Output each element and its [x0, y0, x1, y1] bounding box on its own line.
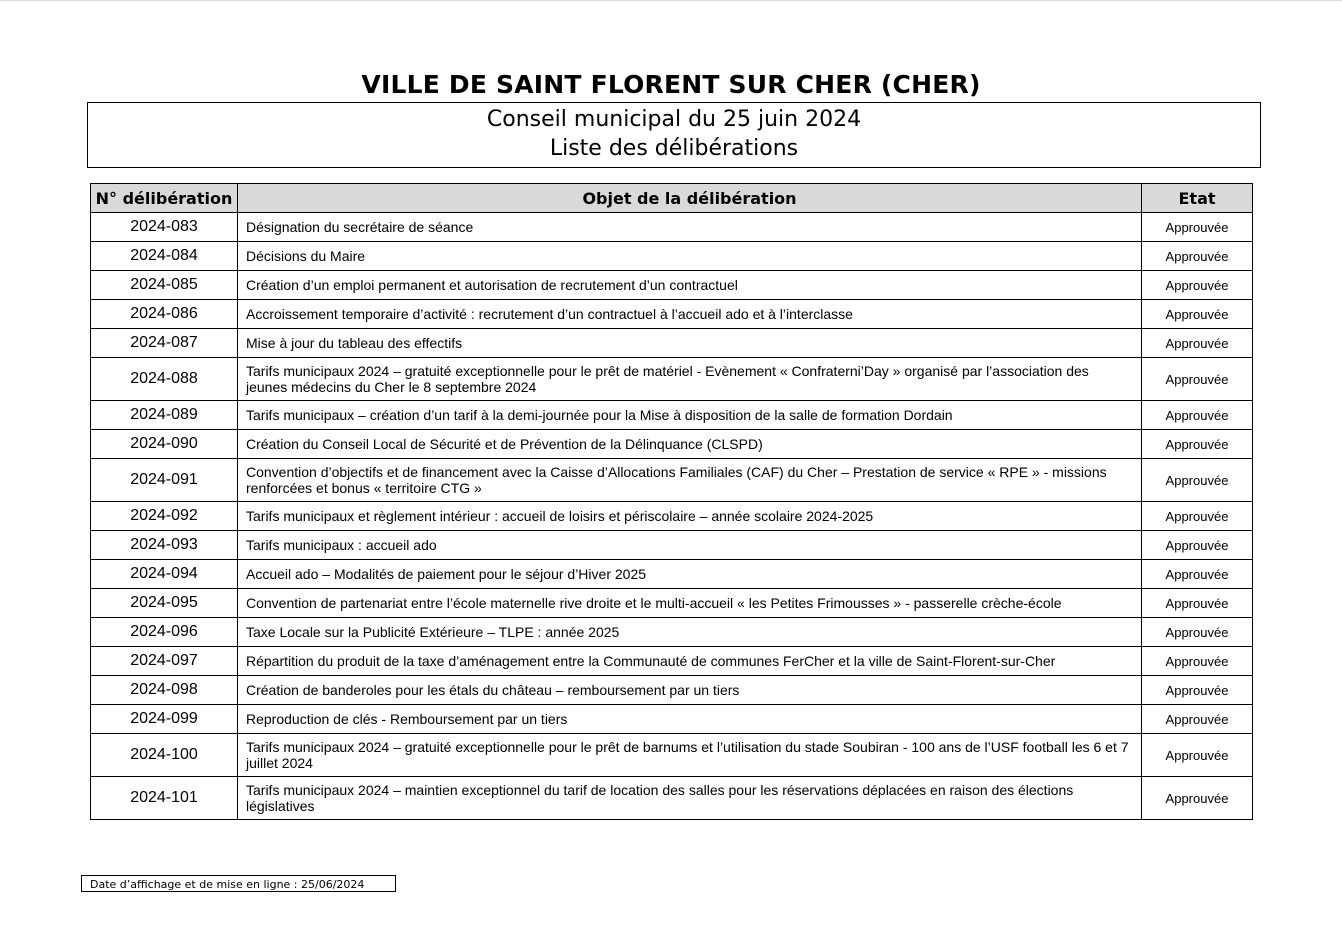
- deliberation-status: Approuvée: [1142, 777, 1253, 820]
- council-date: Conseil municipal du 25 juin 2024: [486, 107, 862, 132]
- deliberation-object: Convention d’objectifs et de financement avec la Caisse d’Allocations Familiales (CAF) du Cher – Prestation de service « RPE » - missions renforcées et bonus « territoire CTG »: [238, 459, 1142, 502]
- table-row: [91, 459, 1253, 502]
- deliberation-status: Approuvée: [1142, 589, 1253, 618]
- deliberation-number: 2024-101: [91, 777, 238, 820]
- table-row: [91, 777, 1253, 820]
- table-row: [91, 401, 1253, 430]
- deliberation-object: Répartition du produit de la taxe d’aménagement entre la Communauté de communes FerCher et la ville de Saint-Florent-sur-Cher: [238, 647, 1142, 676]
- deliberation-number: 2024-084: [91, 242, 238, 271]
- list-heading: Liste des délibérations: [549, 136, 799, 161]
- page-title: VILLE DE SAINT FLORENT SUR CHER (CHER): [361, 70, 981, 99]
- deliberation-object: Reproduction de clés - Remboursement par un tiers: [238, 705, 1142, 734]
- publication-date-box: Date d’affichage et de mise en ligne : 25/06/2024: [81, 875, 396, 892]
- deliberation-object: Création du Conseil Local de Sécurité et de Prévention de la Délinquance (CLSPD): [238, 430, 1142, 459]
- deliberation-status: Approuvée: [1142, 300, 1253, 329]
- table-row: [91, 213, 1253, 242]
- deliberation-number: 2024-091: [91, 459, 238, 502]
- deliberation-number: 2024-090: [91, 430, 238, 459]
- table-row: [91, 734, 1253, 777]
- deliberation-number: 2024-094: [91, 560, 238, 589]
- deliberation-object: Convention de partenariat entre l’école maternelle rive droite et le multi-accueil « les Petites Frimousses » - passerelle crèche-école: [238, 589, 1142, 618]
- deliberation-status: Approuvée: [1142, 459, 1253, 502]
- deliberation-status: Approuvée: [1142, 358, 1253, 401]
- deliberation-object: Accueil ado – Modalités de paiement pour le séjour d’Hiver 2025: [238, 560, 1142, 589]
- page-top-border: [0, 0, 1342, 1]
- table-row: [91, 300, 1253, 329]
- deliberation-object: Création de banderoles pour les étals du château – remboursement par un tiers: [238, 676, 1142, 705]
- table-row: [91, 676, 1253, 705]
- table-row: [91, 329, 1253, 358]
- deliberation-number: 2024-093: [91, 531, 238, 560]
- deliberation-status: Approuvée: [1142, 705, 1253, 734]
- deliberation-object: Mise à jour du tableau des effectifs: [238, 329, 1142, 358]
- deliberation-number: 2024-083: [91, 213, 238, 242]
- table-row: [91, 358, 1253, 401]
- deliberation-object: Décisions du Maire: [238, 242, 1142, 271]
- deliberation-number: 2024-098: [91, 676, 238, 705]
- table-row: [91, 242, 1253, 271]
- table-row: [91, 560, 1253, 589]
- deliberation-object: Désignation du secrétaire de séance: [238, 213, 1142, 242]
- deliberation-number: 2024-095: [91, 589, 238, 618]
- deliberation-number: 2024-100: [91, 734, 238, 777]
- deliberation-number: 2024-092: [91, 502, 238, 531]
- table-row: [91, 271, 1253, 300]
- table-row: [91, 618, 1253, 647]
- deliberation-object: Tarifs municipaux : accueil ado: [238, 531, 1142, 560]
- deliberation-status: Approuvée: [1142, 329, 1253, 358]
- deliberation-status: Approuvée: [1142, 618, 1253, 647]
- deliberation-number: 2024-096: [91, 618, 238, 647]
- table-row: [91, 531, 1253, 560]
- deliberation-status: Approuvée: [1142, 676, 1253, 705]
- deliberation-number: 2024-099: [91, 705, 238, 734]
- table-row: [91, 430, 1253, 459]
- deliberation-status: Approuvée: [1142, 647, 1253, 676]
- deliberation-status: Approuvée: [1142, 734, 1253, 777]
- deliberation-object: Tarifs municipaux 2024 – maintien exceptionnel du tarif de location des salles pour les réservations déplacées en raison des élections législatives: [238, 777, 1142, 820]
- table-row: [91, 647, 1253, 676]
- table-row: [91, 589, 1253, 618]
- deliberation-status: Approuvée: [1142, 213, 1253, 242]
- deliberation-object: Accroissement temporaire d’activité : recrutement d’un contractuel à l’accueil ado et à l’interclasse: [238, 300, 1142, 329]
- column-header-number: N° délibération: [91, 184, 238, 213]
- deliberation-number: 2024-087: [91, 329, 238, 358]
- subtitle-box: [87, 102, 1261, 168]
- column-header-status: Etat: [1142, 184, 1253, 213]
- table-header-row: [91, 184, 1253, 213]
- deliberation-object: Taxe Locale sur la Publicité Extérieure – TLPE : année 2025: [238, 618, 1142, 647]
- deliberation-status: Approuvée: [1142, 401, 1253, 430]
- deliberation-number: 2024-086: [91, 300, 238, 329]
- deliberation-status: Approuvée: [1142, 531, 1253, 560]
- deliberation-number: 2024-089: [91, 401, 238, 430]
- deliberation-object: Tarifs municipaux 2024 – gratuité exceptionnelle pour le prêt de matériel - Evènement « Confraterni’Day » organisé par l’association des jeunes médecins du Cher le 8 septembre 2024: [238, 358, 1142, 401]
- deliberation-number: 2024-097: [91, 647, 238, 676]
- deliberation-status: Approuvée: [1142, 502, 1253, 531]
- deliberation-object: Tarifs municipaux – création d’un tarif à la demi-journée pour la Mise à disposition de la salle de formation Dordain: [238, 401, 1142, 430]
- deliberations-table: [90, 183, 1253, 820]
- deliberation-number: 2024-088: [91, 358, 238, 401]
- deliberation-status: Approuvée: [1142, 430, 1253, 459]
- table-row: [91, 705, 1253, 734]
- table-row: [91, 502, 1253, 531]
- column-header-object: Objet de la délibération: [238, 184, 1142, 213]
- deliberation-object: Tarifs municipaux 2024 – gratuité exceptionnelle pour le prêt de barnums et l’utilisation du stade Soubiran - 100 ans de l’USF football les 6 et 7 juillet 2024: [238, 734, 1142, 777]
- deliberation-status: Approuvée: [1142, 242, 1253, 271]
- deliberation-status: Approuvée: [1142, 271, 1253, 300]
- deliberation-status: Approuvée: [1142, 560, 1253, 589]
- deliberation-object: Création d’un emploi permanent et autorisation de recrutement d’un contractuel: [238, 271, 1142, 300]
- deliberation-object: Tarifs municipaux et règlement intérieur : accueil de loisirs et périscolaire – année scolaire 2024-2025: [238, 502, 1142, 531]
- deliberation-number: 2024-085: [91, 271, 238, 300]
